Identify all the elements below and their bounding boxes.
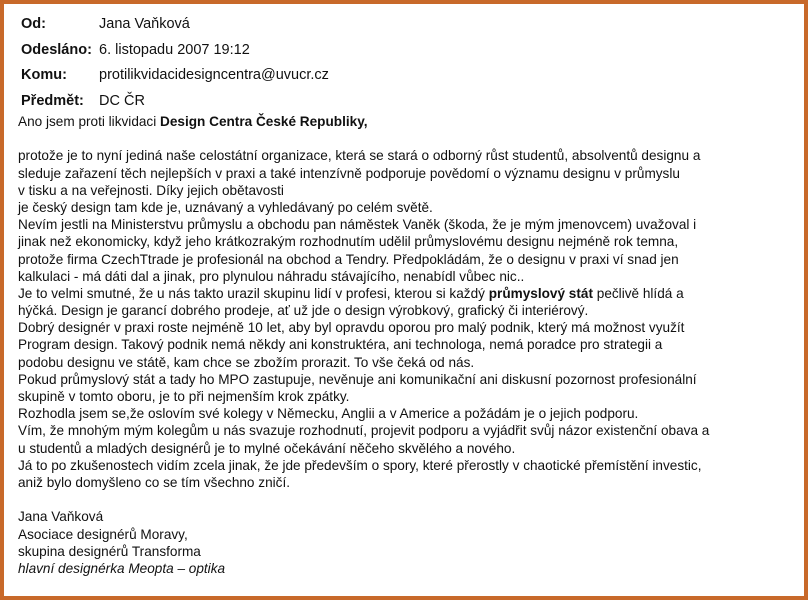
- body-text: pečlivě hlídá a: [592, 285, 684, 301]
- intro-bold: Design Centra České Republiky,: [160, 114, 368, 129]
- body-text: Je to velmi smutné, že u nás takto urazil skupinu lidí v profesi, kterou si každý: [18, 285, 489, 301]
- body-line: Pokud průmyslový stát a tady ho MPO zastupuje, nevěnuje ani komunikační ani diskusní pozornost profesionální: [18, 371, 697, 387]
- body-line: je český design tam kde je, uznávaný a vyhledávaný po celém světě.: [18, 199, 433, 215]
- from-label: Od:: [21, 16, 46, 32]
- signature-role: hlavní designérka Meopta – optika: [18, 560, 226, 576]
- body-line: Rozhodla jsem se,že oslovím své kolegy v Německu, Anglii a v Americe a požádám je o jejich podporu.: [18, 406, 639, 422]
- body-line: Já to po zkušenostech vidím zcela jinak, že jde především o spory, které přerostly v chaotické přemístění investic,: [18, 457, 702, 473]
- body-line: protože je to nyní jediná naše celostátní organizace, která se stará o odborný růst studentů, absolventů designu a: [18, 148, 701, 164]
- signature-group: skupina designérů Transforma: [18, 543, 201, 559]
- body-line: [18, 285, 808, 302]
- body-line: Nevím jestli na Ministerstvu průmyslu a obchodu pan náměstek Vaněk (škoda, že je mým jmenovcem) uvažoval i: [18, 217, 697, 233]
- body-line: Program design. Takový podnik nemá někdy ani konstruktéra, ani technologa, nemá poradce pro strategii a: [18, 337, 663, 353]
- intro-line: [18, 113, 808, 130]
- to-label: Komu:: [21, 67, 67, 83]
- body-line: protože firma CzechTtrade je profesionál na obchod a Tendry. Předpokládám, že o designu v praxi ví snad jen: [18, 251, 679, 267]
- body-line: sleduje zařazení těch nejlepších v praxi a také intenzívně podporuje povědomí o významu designu v průmyslu: [18, 165, 680, 181]
- body-line: u studentů a mladých designérů je to mylné očekávání něčeho skvělého a nového.: [18, 440, 516, 456]
- body-line: Dobrý designér v praxi roste nejméně 10 let, aby byl opravdu oporou pro malý podnik, který má možnost využít: [18, 320, 685, 336]
- sent-value: 6. listopadu 2007 19:12: [99, 42, 250, 58]
- body-line: v tisku a na veřejnosti. Díky jejich obětavosti: [18, 182, 284, 198]
- intro-text: Ano jsem proti likvidaci: [18, 114, 161, 129]
- body-line: jinak než ekonomicky, když jeho krátkozrakým rozhodnutím udělil průmyslovému designu nejméně rok temna,: [18, 234, 679, 250]
- signature-org: Asociace designérů Moravy,: [18, 526, 188, 542]
- body-line: Vím, že mnohým mým kolegům u nás svazuje rozhodnutí, projevit podporu a vyjádřit svůj názor existenční obava a: [18, 423, 710, 439]
- body-line: aniž bylo domyšleno co se tím všechno zničí.: [18, 474, 291, 490]
- body-bold: průmyslový stát: [488, 285, 593, 301]
- body-line: kalkulaci - má dáti dal a jinak, pro plynulou náhradu stávajícího, nenabídl vůbec nic..: [18, 268, 525, 284]
- body-line: hýčká. Design je garancí dobrého prodeje, ať už jde o design výrobkový, grafický či interiérový.: [18, 303, 589, 319]
- signature-name: Jana Vaňková: [18, 509, 104, 525]
- body-line: skupině v tomto oboru, je to při nejmenším krok zpátky.: [18, 389, 350, 404]
- subject-value: DC ČR: [99, 93, 145, 109]
- to-value: protilikvidacidesigncentra@uvucr.cz: [99, 67, 329, 83]
- body-line: podobu designu ve státě, kam chce se zbožím prorazit. To vše čeká od nás.: [18, 354, 475, 370]
- letter-body: [18, 113, 808, 577]
- from-value: Jana Vaňková: [99, 16, 190, 32]
- sent-label: Odesláno:: [21, 42, 92, 58]
- subject-label: Předmět:: [21, 93, 84, 109]
